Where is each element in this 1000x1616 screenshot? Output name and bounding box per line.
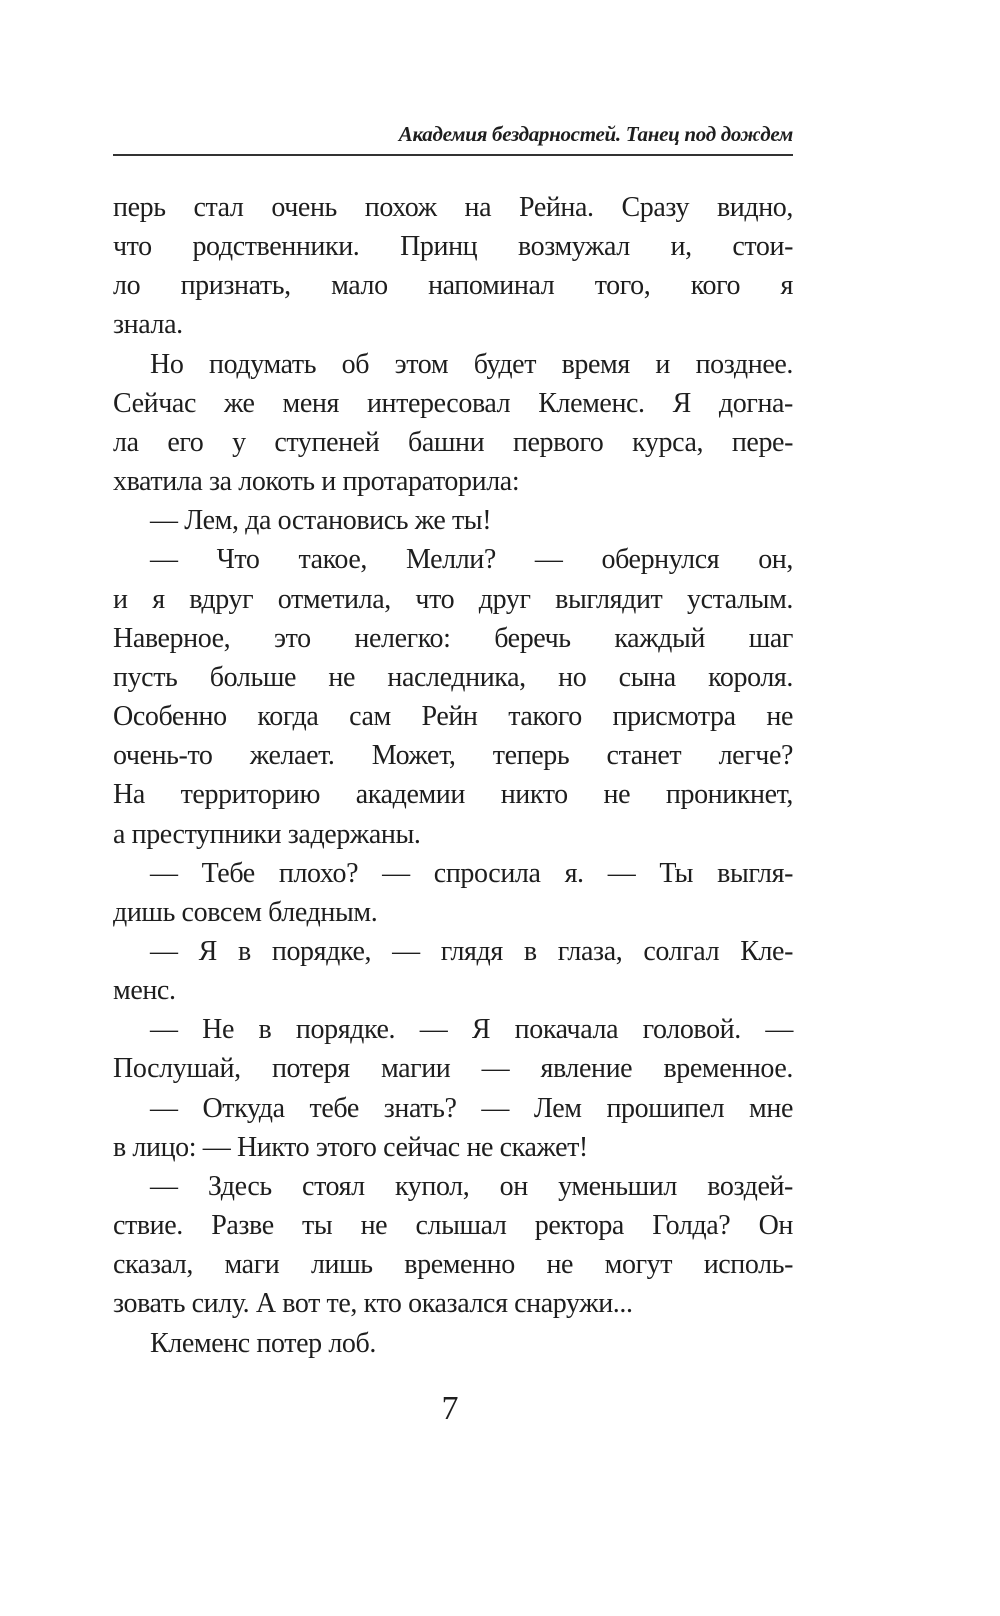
text-line: менс. [113, 975, 176, 1007]
text-line: Сейчас же меня интересовал Клеменс. Я догна- [113, 387, 793, 419]
text-line: — Здесь стоял купол, он уменьшил воздей- [150, 1170, 793, 1202]
text-line: Послушай, потеря магии — явление временное. [113, 1053, 793, 1085]
text-line: — Не в порядке. — Я покачала головой. — [150, 1014, 793, 1046]
page-number: 7 [441, 1390, 459, 1427]
header-rule [113, 154, 793, 156]
running-header: Академия бездарностей. Танец под дождем [398, 122, 793, 146]
text-line: а преступники задержаны. [113, 818, 421, 850]
text-line: — Что такое, Мелли? — обернулся он, [150, 544, 793, 576]
text-line: Особенно когда сам Рейн такого присмотра не [113, 701, 793, 733]
text-line: в лицо: — Никто этого сейчас не скажет! [113, 1131, 588, 1163]
text-line: Но подумать об этом будет время и позднее. [150, 348, 793, 380]
text-line: пусть больше не наследника, но сына короля. [113, 661, 793, 693]
text-line: — Тебе плохо? — спросила я. — Ты выгля- [150, 857, 793, 889]
page-body-text [113, 188, 793, 1363]
text-line: ло признать, мало напоминал того, кого я [113, 270, 793, 302]
text-line: На территорию академии никто не проникнет, [113, 779, 793, 811]
text-line: знала. [113, 309, 183, 341]
text-line: перь стал очень похож на Рейна. Сразу видно, [113, 192, 793, 223]
text-line: дишь совсем бледным. [113, 896, 378, 928]
text-line: — Откуда тебе знать? — Лем прошипел мне [150, 1092, 793, 1124]
text-line: Клеменс потер лоб. [150, 1327, 376, 1359]
text-line: и я вдруг отметила, что друг выглядит усталым. [113, 583, 793, 615]
text-line: очень-то желает. Может, теперь станет легче? [113, 740, 793, 772]
text-line: зовать силу. А вот те, кто оказался снаружи... [113, 1288, 633, 1320]
text-line: — Я в порядке, — глядя в глаза, солгал Кле- [150, 935, 793, 967]
text-line: ла его у ступеней башни первого курса, пере- [113, 426, 793, 458]
text-line: что родственники. Принц возмужал и, стои- [113, 231, 793, 263]
text-line: Наверное, это нелегко: беречь каждый шаг [113, 622, 793, 654]
text-line: хватила за локоть и протараторила: [113, 466, 520, 498]
text-line: ствие. Разве ты не слышал ректора Голда? Он [113, 1210, 793, 1242]
text-line: — Лем, да остановись же ты! [150, 505, 492, 537]
text-line: сказал, маги лишь временно не могут исполь- [113, 1249, 793, 1281]
